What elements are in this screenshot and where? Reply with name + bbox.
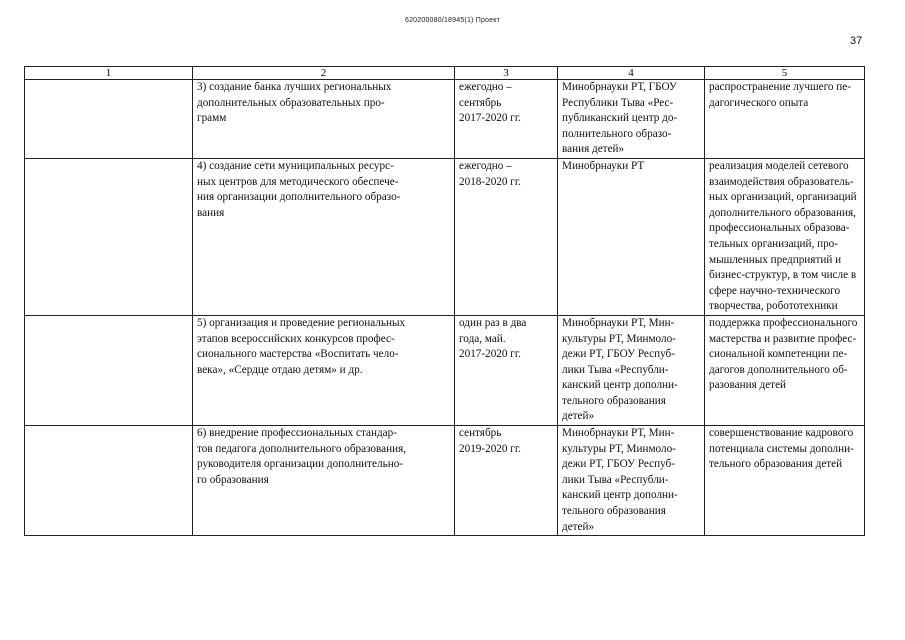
table-row — [25, 158, 865, 315]
period-cell: один раз в два года, май. 2017-2020 гг. — [455, 315, 558, 425]
page-number: 37 — [850, 35, 863, 47]
table-row — [25, 315, 865, 425]
row-empty-cell — [25, 158, 193, 315]
activity-cell: 6) внедрение профессиональных стандар- тов педагога дополнительного образования, руководителя организации дополнительно- го образования — [193, 426, 455, 536]
period-cell: ежегодно – 2018-2020 гг. — [455, 158, 558, 315]
executor-cell: Минобрнауки РТ, ГБОУ Республики Тыва «Рес- публиканский центр до- полнительного образо- вания детей» — [558, 80, 705, 159]
column-header-5: 5 — [705, 67, 865, 80]
activity-cell: 5) организация и проведение региональных этапов всероссийских конкурсов профес- сионального мастерства «Воспитать чело- века», «Сердце отдаю детям» и др. — [193, 315, 455, 425]
result-cell: реализация моделей сетевого взаимодействия образователь- ных организаций, организаций дополнительного образования, профессиональных образова- тельных организаций, про- мышленных предприятий и бизнес-структур, в том числе в сфере научно-технического творчества, робототехники — [705, 158, 865, 315]
row-empty-cell — [25, 315, 193, 425]
executor-cell: Минобрнауки РТ, Мин- культуры РТ, Минмоло- дежи РТ, ГБОУ Респуб- лики Тыва «Республи- канский центр дополни- тельного образования детей» — [558, 315, 705, 425]
table-header-row — [25, 67, 865, 80]
result-cell: распространение лучшего пе- дагогического опыта — [705, 80, 865, 159]
column-header-3: 3 — [455, 67, 558, 80]
activity-cell: 3) создание банка лучших региональных дополнительных образовательных про- грамм — [193, 80, 455, 159]
column-header-2: 2 — [193, 67, 455, 80]
result-cell: поддержка профессионального мастерства и развитие профес- сиональной компетенции пе- дагогов дополнительного об- разования детей — [705, 315, 865, 425]
table-row — [25, 80, 865, 159]
activity-plan-table — [24, 66, 865, 536]
executor-cell: Минобрнауки РТ — [558, 158, 705, 315]
executor-cell: Минобрнауки РТ, Мин- культуры РТ, Минмоло- дежи РТ, ГБОУ Респуб- лики Тыва «Республи- канский центр дополни- тельного образования детей» — [558, 426, 705, 536]
activity-cell: 4) создание сети муниципальных ресурс- ных центров для методического обеспече- ния организации дополнительного образо- вания — [193, 158, 455, 315]
column-header-4: 4 — [558, 67, 705, 80]
column-header-1: 1 — [25, 67, 193, 80]
document-id-header: 620200080/18945(1) Проект — [404, 17, 500, 24]
row-empty-cell — [25, 80, 193, 159]
period-cell: ежегодно – сентябрь 2017-2020 гг. — [455, 80, 558, 159]
table-row — [25, 426, 865, 536]
period-cell: сентябрь 2019-2020 гг. — [455, 426, 558, 536]
result-cell: совершенствование кадрового потенциала системы дополни- тельного образования детей — [705, 426, 865, 536]
row-empty-cell — [25, 426, 193, 536]
